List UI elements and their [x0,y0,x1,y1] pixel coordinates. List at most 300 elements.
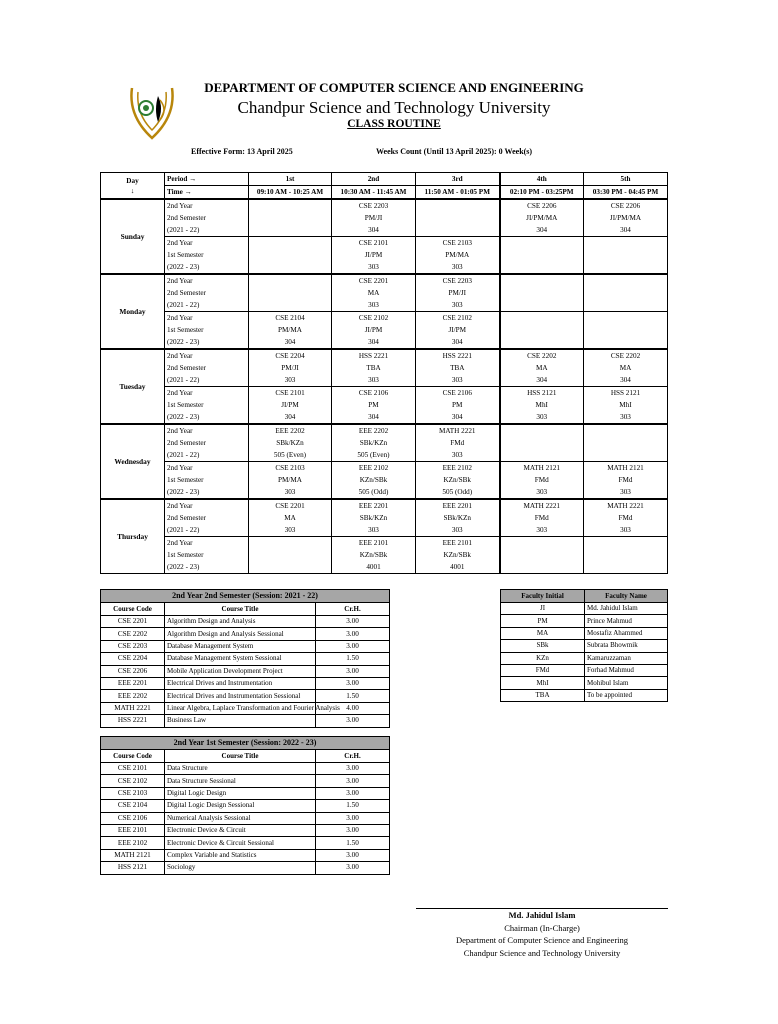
class-slot [332,424,416,462]
class-routine-table [100,172,668,574]
slot-instructors: JI/PM [281,401,299,409]
slot-course-code: CSE 2206 [527,202,557,210]
slot-instructors [501,249,584,261]
faculty-initial: KZn [501,652,585,664]
slot-room: 304 [284,413,296,421]
slot-course-code: CSE 2202 [610,352,641,360]
slot-course-code: EEE 2102 [358,464,389,472]
credit-hours: 3.00 [316,715,390,727]
slot-room: 303 [451,263,463,271]
course-title: Database Management System [165,640,316,652]
credit-hours: 3.00 [316,775,390,787]
slot-instructors: KZn/SBk [359,551,388,559]
course-row [101,775,390,787]
class-slot [584,274,668,312]
slot-room: 303 [368,376,379,384]
slot-course-code [584,537,667,549]
routine-row [101,499,668,537]
faculty-name: Kamaruzzaman [585,652,668,664]
slot-room: 303 [451,301,463,309]
class-slot [500,387,584,425]
course-code: CSE 2104 [101,800,165,812]
slot-instructors: JI/PM [364,251,383,259]
slot-room [584,261,667,273]
class-slot [249,312,332,350]
credit-hours: 3.00 [316,616,390,628]
class-slot [500,312,584,350]
slot-course-code [501,537,584,549]
group-line: 2nd Year [167,427,193,435]
class-slot [416,199,500,237]
slot-instructors: PM/JI [364,214,383,222]
slot-room [501,299,584,311]
class-slot [584,387,668,425]
student-group [165,424,249,462]
course-row [101,715,390,727]
class-slot [500,274,584,312]
course-title: Business Law [165,715,316,727]
credit-hours: 4.00 [316,702,390,714]
slot-course-code: HSS 2221 [358,352,389,360]
slot-instructors: JI/PM/MA [526,214,558,222]
course-row [101,849,390,861]
student-group [165,462,249,500]
course-title: Numerical Analysis Sessional [165,812,316,824]
slot-course-code: CSE 2101 [358,239,389,247]
slot-course-code: EEE 2201 [442,502,472,510]
course-code: MATH 2121 [101,849,165,861]
group-line: (2021 - 22) [167,376,200,384]
slot-instructors: PM [368,401,379,409]
group-line: 2nd Year [167,202,193,210]
slot-course-code: CSE 2203 [442,277,472,285]
slot-instructors: PM/JI [448,289,467,297]
course-row [101,787,390,799]
group-line: (2022 - 23) [167,413,200,421]
faculty-name: Prince Mahmud [585,615,668,627]
slot-room: 304 [451,413,463,421]
group-line: 1st Semester [167,326,204,334]
credit-hours: 3.00 [316,665,390,677]
slot-room [501,561,584,573]
slot-instructors: MA [367,289,380,297]
slot-instructors: MhI [535,401,548,409]
course-title: Electronic Device & Circuit Sessional [165,837,316,849]
course-title: Electronic Device & Circuit [165,824,316,836]
slot-instructors: SBk/KZn [359,439,388,447]
class-slot [416,387,500,425]
slot-instructors [249,249,331,261]
slot-course-code [249,537,331,549]
class-slot [500,349,584,387]
class-slot [249,349,332,387]
slot-instructors [584,549,667,561]
day-header [101,173,165,200]
course-table-1st-semester [100,736,390,875]
faculty-name: To be appointed [585,689,668,701]
slot-room: 303 [451,376,463,384]
slot-instructors: JI/PM [448,326,467,334]
credit-hours: 3.00 [316,640,390,652]
course-row [101,628,390,640]
slot-room: 505 (Odd) [442,488,473,496]
class-slot [249,387,332,425]
slot-course-code: CSE 2202 [527,352,557,360]
slot-instructors: PM/MA [278,476,302,484]
student-group [165,312,249,350]
time-4: 02:10 PM - 03:25PM [500,186,584,200]
slot-room: 304 [536,226,548,234]
department-heading: DEPARTMENT OF COMPUTER SCIENCE AND ENGINEERING [204,80,584,95]
faculty-initial: FMd [501,664,585,676]
col-course-title: Course Title [165,750,316,763]
signatory-department: Department of Computer Science and Engineering [455,935,629,945]
slot-room: 303 [536,413,548,421]
slot-instructors [501,549,584,561]
col-credit-hours: Cr.H. [316,750,390,763]
slot-room: 304 [620,376,631,384]
slot-course-code: CSE 2206 [610,202,641,210]
slot-instructors: PM/MA [278,326,302,334]
slot-course-code [249,200,331,212]
class-slot [332,537,416,574]
course-table-caption: 2nd Year 2nd Semester (Session: 2021 - 22) [101,590,390,603]
class-slot [584,237,668,275]
faculty-row [501,603,668,615]
slot-instructors: MA [535,364,548,372]
slot-course-code: EEE 2202 [275,427,305,435]
class-slot [416,499,500,537]
student-group [165,499,249,537]
slot-course-code: CSE 2102 [442,314,472,322]
slot-course-code: CSE 2201 [275,502,305,510]
col-faculty-name: Faculty Name [585,590,668,603]
class-slot [249,274,332,312]
slot-instructors [584,249,667,261]
class-slot [584,499,668,537]
group-line: 2nd Semester [167,214,206,222]
course-title: Data Structure Sessional [165,775,316,787]
course-row [101,702,390,714]
course-row [101,837,390,849]
credit-hours: 3.00 [316,628,390,640]
slot-instructors: KZn/SBk [443,551,472,559]
faculty-name: Md. Jahidul Islam [585,603,668,615]
slot-course-code [584,275,667,287]
faculty-row [501,640,668,652]
col-faculty-initial: Faculty Initial [501,590,585,603]
class-slot [584,424,668,462]
class-slot [332,312,416,350]
faculty-row [501,627,668,639]
group-line: (2021 - 22) [167,301,200,309]
course-code: EEE 2101 [101,824,165,836]
slot-room: 303 [368,526,379,534]
credit-hours: 1.50 [316,653,390,665]
class-slot [332,199,416,237]
slot-room [584,299,667,311]
slot-course-code: EEE 2101 [358,539,389,547]
slot-room: 304 [620,226,631,234]
group-line: 2nd Year [167,277,193,285]
slot-instructors: JI/PM [364,326,383,334]
time-2: 10:30 AM - 11:45 AM [332,186,416,200]
group-line: (2022 - 23) [167,488,200,496]
student-group [165,387,249,425]
slot-room: 303 [284,526,296,534]
slot-room [416,224,499,236]
group-line: 2nd Year [167,314,193,322]
course-title: Algorithm Design and Analysis Sessional [165,628,316,640]
class-slot [332,237,416,275]
slot-course-code: CSE 2104 [275,314,305,322]
course-code: EEE 2202 [101,690,165,702]
group-line: 2nd Year [167,239,193,247]
signature-block [416,908,668,959]
slot-instructors: SBk/KZn [276,439,304,447]
slot-room [584,561,667,573]
course-code: EEE 2201 [101,677,165,689]
faculty-row [501,615,668,627]
class-slot [500,199,584,237]
group-line: 1st Semester [167,401,204,409]
class-slot [249,462,332,500]
period-1: 1st [249,173,332,186]
credit-hours: 3.00 [316,812,390,824]
slot-room: 505 (Even) [273,451,307,459]
slot-room: 304 [451,338,463,346]
slot-course-code [501,312,584,324]
course-code: CSE 2201 [101,616,165,628]
course-table-2nd-semester [100,589,390,728]
student-group [165,537,249,574]
class-slot [416,274,500,312]
course-row [101,824,390,836]
slot-room: 303 [451,526,463,534]
slot-course-code: CSE 2103 [442,239,472,247]
course-title: Algorithm Design and Analysis [165,616,316,628]
slot-course-code: EEE 2101 [442,539,472,547]
student-group [165,349,249,387]
class-slot [416,537,500,574]
course-code: HSS 2221 [101,715,165,727]
group-line: 2nd Semester [167,439,206,447]
group-line: 2nd Semester [167,364,206,372]
group-line: (2022 - 23) [167,563,200,571]
credit-hours: 3.00 [316,862,390,874]
slot-room [584,336,667,348]
weeks-count: Weeks Count (Until 13 April 2025): 0 Week(s) [376,147,533,156]
slot-room: 304 [368,413,379,421]
slot-room: 505 (Odd) [358,488,389,496]
course-code: EEE 2102 [101,837,165,849]
slot-instructors: FMd [534,514,549,522]
slot-course-code: CSE 2102 [358,314,389,322]
routine-row [101,387,668,425]
col-credit-hours: Cr.H. [316,603,390,616]
day-header-label: Day [126,176,139,185]
class-slot [416,237,500,275]
faculty-name: Mostafiz Ahammed [585,627,668,639]
group-line: (2021 - 22) [167,526,200,534]
slot-instructors [584,437,667,449]
group-line: 2nd Semester [167,514,206,522]
course-code: CSE 2101 [101,763,165,775]
group-line: 2nd Year [167,539,193,547]
credit-hours: 1.50 [316,837,390,849]
course-title: Electrical Drives and Instrumentation [165,677,316,689]
slot-instructors: KZn/SBk [443,476,472,484]
slot-instructors [584,287,667,299]
course-code: CSE 2206 [101,665,165,677]
day-sunday: Sunday [101,199,165,274]
course-row [101,616,390,628]
course-code: MATH 2221 [101,702,165,714]
slot-course-code: CSE 2106 [442,389,472,397]
class-slot [249,237,332,275]
student-group [165,274,249,312]
slot-course-code: HSS 2221 [442,352,472,360]
slot-room [249,299,331,311]
class-slot [584,199,668,237]
faculty-table [500,589,668,702]
slot-instructors: FMd [618,514,633,522]
routine-row [101,537,668,574]
slot-instructors [501,437,584,449]
course-title: Database Management System Sessional [165,653,316,665]
col-course-title: Course Title [165,603,316,616]
day-wednesday: Wednesday [101,424,165,499]
slot-course-code: MATH 2221 [523,502,561,510]
course-row [101,690,390,702]
class-slot [584,537,668,574]
class-slot [416,312,500,350]
group-line: (2022 - 23) [167,338,200,346]
slot-instructors: PM/JI [281,364,299,372]
routine-row [101,274,668,312]
period-4: 4th [500,173,584,186]
class-slot [500,424,584,462]
slot-instructors: SBk/KZn [443,514,472,522]
slot-course-code [501,275,584,287]
period-label: Period → [165,173,249,186]
slot-course-code: EEE 2102 [442,464,472,472]
course-code: CSE 2103 [101,787,165,799]
group-line: (2022 - 23) [167,263,200,271]
faculty-name: Forhad Mahmud [585,664,668,676]
slot-room: 4001 [366,563,381,571]
course-code: CSE 2204 [101,653,165,665]
course-code: CSE 2202 [101,628,165,640]
class-slot [500,499,584,537]
course-title: Electrical Drives and Instrumentation Sessional [165,690,316,702]
credit-hours: 3.00 [316,849,390,861]
class-slot [332,349,416,387]
class-slot [249,499,332,537]
routine-row [101,424,668,462]
slot-room [501,336,584,348]
routine-row [101,312,668,350]
time-5: 03:30 PM - 04:45 PM [584,186,668,200]
col-course-code: Course Code [101,603,165,616]
slot-room: 303 [536,526,548,534]
course-title: Digital Logic Design [165,787,316,799]
faculty-initial: PM [501,615,585,627]
faculty-name: Subrata Bhowmik [585,640,668,652]
slot-room: 304 [284,338,296,346]
slot-instructors: MA [284,514,296,522]
faculty-initial: JI [501,603,585,615]
class-slot [416,462,500,500]
credit-hours: 3.00 [316,787,390,799]
faculty-initial: MhI [501,677,585,689]
faculty-row [501,689,668,701]
class-slot [249,424,332,462]
slot-room: 4001 [450,563,465,571]
slot-course-code [584,425,667,437]
slot-course-code: CSE 2106 [358,389,389,397]
col-course-code: Course Code [101,750,165,763]
slot-course-code [416,200,499,212]
slot-course-code [249,237,331,249]
slot-room [249,261,331,273]
slot-instructors: PM [452,401,463,409]
class-slot [332,499,416,537]
slot-room: 303 [536,488,548,496]
credit-hours: 1.50 [316,800,390,812]
period-3: 3rd [416,173,500,186]
slot-room [249,224,331,236]
document-title: CLASS ROUTINE [347,118,441,130]
slot-room [584,449,667,461]
class-slot [416,424,500,462]
course-title: Complex Variable and Statistics [165,849,316,861]
group-line: 1st Semester [167,251,204,259]
slot-room: 304 [536,376,548,384]
slot-room: 303 [451,451,463,459]
slot-course-code [501,237,584,249]
slot-room: 303 [620,413,631,421]
slot-room: 303 [368,263,379,271]
time-1: 09:10 AM - 10:25 AM [249,186,332,200]
faculty-initial: TBA [501,689,585,701]
class-slot [332,462,416,500]
course-title: Sociology [165,862,316,874]
faculty-row [501,664,668,676]
credit-hours: 3.00 [316,763,390,775]
period-5: 5th [584,173,668,186]
slot-course-code: MATH 2121 [523,464,561,472]
signatory-university: Chandpur Science and Technology University [463,947,621,958]
class-slot [332,274,416,312]
course-row [101,677,390,689]
group-line: 2nd Year [167,389,193,397]
class-slot [584,462,668,500]
slot-room [501,261,584,273]
day-monday: Monday [101,274,165,349]
slot-course-code: MATH 2221 [438,427,476,435]
group-line: 1st Semester [167,476,204,484]
slot-instructors: TBA [366,364,381,372]
slot-instructors: JI/PM/MA [609,214,642,222]
down-arrow-icon: ↓ [130,186,135,195]
course-code: CSE 2106 [101,812,165,824]
slot-instructors: FMd [534,476,549,484]
slot-course-code: HSS 2121 [527,389,557,397]
group-line: (2021 - 22) [167,451,200,459]
course-title: Linear Algebra, Laplace Transformation and Fourier Analysis [165,702,316,714]
slot-instructors: MhI [619,401,632,409]
